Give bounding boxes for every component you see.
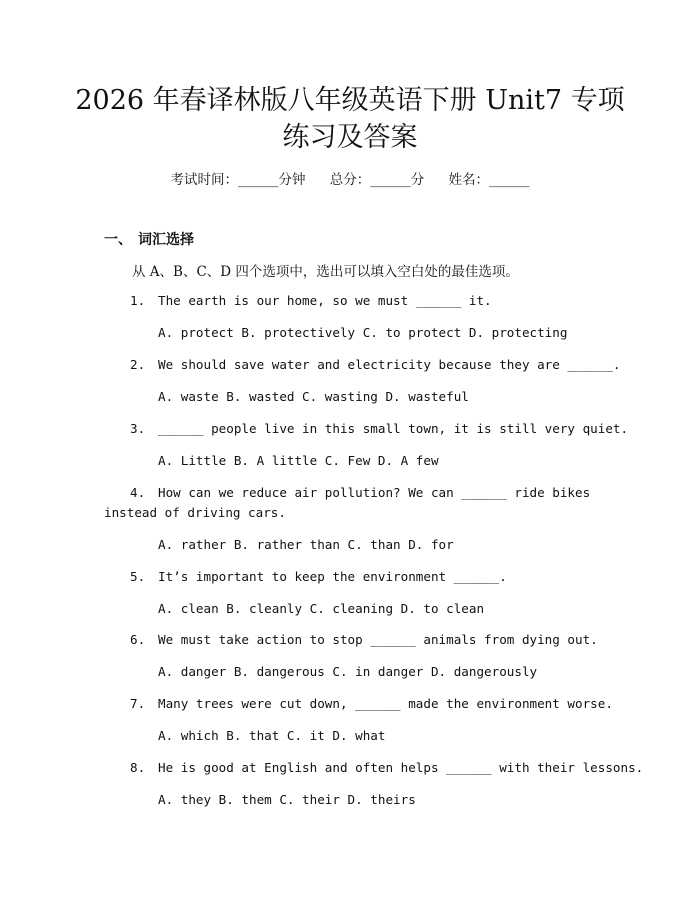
question-number: 3. <box>130 421 146 436</box>
question-text: We should save water and electricity because they are ______. <box>158 357 621 372</box>
options-text: A. Little B. A little C. Few D. A few <box>158 453 439 468</box>
options-text: A. which B. that C. it D. what <box>158 728 386 743</box>
question-text: He is good at English and often helps ______ with their lessons. <box>158 760 644 775</box>
question-text: We must take action to stop ______ animals from dying out. <box>158 632 598 647</box>
question-number: 1. <box>130 293 146 308</box>
student-name-label: 姓名：______ <box>448 172 530 188</box>
question-number: 7. <box>130 696 146 711</box>
exam-meta <box>0 168 700 188</box>
section-heading <box>104 229 194 249</box>
options-text: A. protect B. protectively C. to protect D. protecting <box>158 325 568 340</box>
section-instruction: 从 A、B、C、D 四个选项中，选出可以填入空白处的最佳选项。 <box>132 264 519 280</box>
question-number: 4. <box>130 485 146 500</box>
question-number: 6. <box>130 632 146 647</box>
question-number: 2. <box>130 357 146 372</box>
options-text: A. clean B. cleanly C. cleaning D. to clean <box>158 601 485 616</box>
options-text: A. waste B. wasted C. wasting D. wasteful <box>158 389 469 404</box>
question-text: ______ people live in this small town, it is still very quiet. <box>158 421 629 436</box>
question-number: 8. <box>130 760 146 775</box>
options-text: A. they B. them C. their D. theirs <box>158 792 416 807</box>
question-text: The earth is our home, so we must ______ it. <box>158 293 492 308</box>
total-score-label: 总分：______分 <box>329 172 425 188</box>
options-text: A. rather B. rather than C. than D. for <box>158 537 454 552</box>
exam-time-label: 考试时间：______分钟 <box>170 172 306 188</box>
section-number: 一、 <box>104 232 132 248</box>
question-text: How can we reduce air pollution? We can ______ ride bikes <box>158 485 591 500</box>
document-title-line-1: 2026 年春译林版八年级英语下册 Unit7 专项 <box>75 85 625 116</box>
document-title-line-2: 练习及答案 <box>282 122 418 153</box>
section-title: 词汇选择 <box>138 232 194 248</box>
question-text: Many trees were cut down, ______ made the environment worse. <box>158 696 613 711</box>
question-text-cont: instead of driving cars. <box>104 505 286 520</box>
options-text: A. danger B. dangerous C. in danger D. dangerously <box>158 664 538 679</box>
question-text: It’s important to keep the environment ______. <box>158 569 507 584</box>
question-number: 5. <box>130 569 146 584</box>
